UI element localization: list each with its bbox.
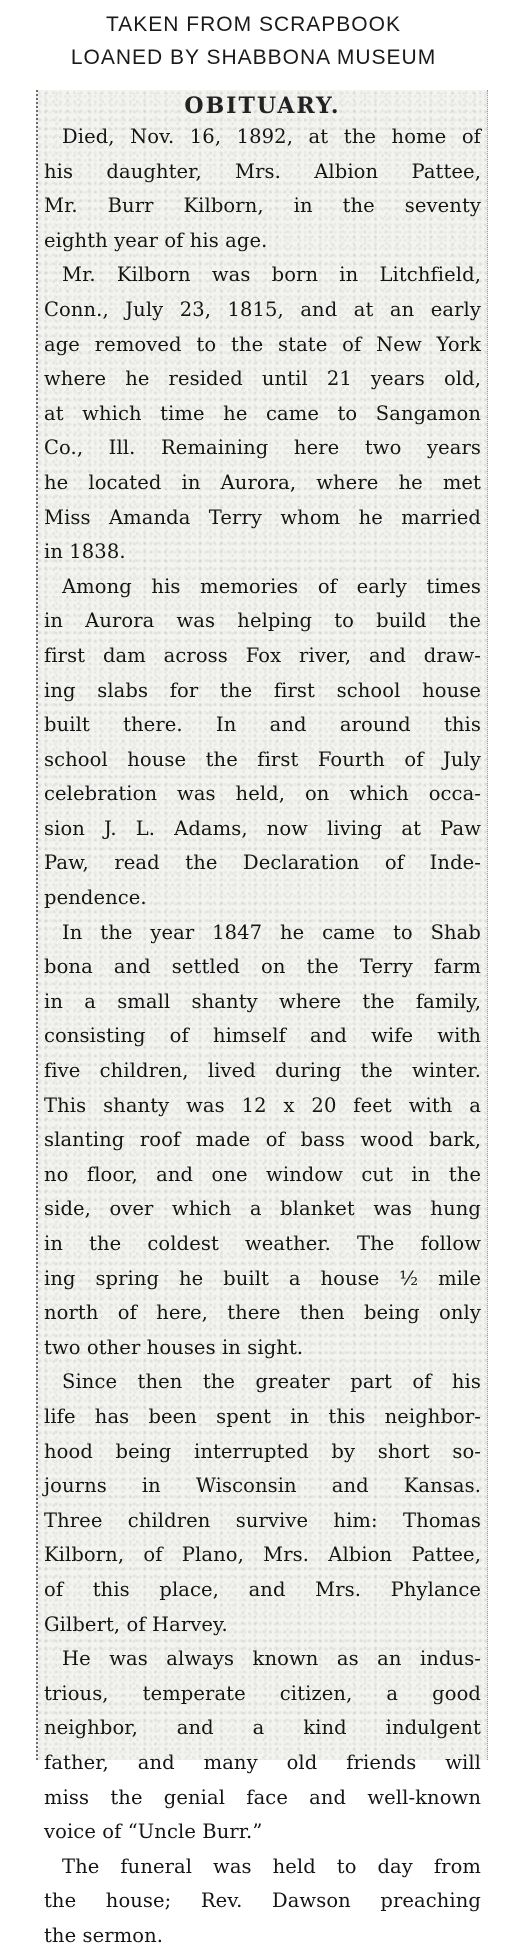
obituary-line: bona and settled on the Terry farm	[44, 955, 481, 979]
obituary-line: Conn., July 23, 1815, and at an early	[44, 297, 481, 321]
obituary-line: in a small shanty where the family,	[44, 989, 481, 1013]
obituary-paragraph	[44, 570, 481, 916]
obituary-line: ing slabs for the first school house	[44, 678, 481, 702]
archive-header	[0, 8, 507, 74]
obituary-line: built there. In and around this	[44, 713, 481, 737]
obituary-line: He was always known as an indus-	[62, 1647, 481, 1671]
obituary-line: trious, temperate citizen, a good	[44, 1681, 481, 1705]
obituary-line: miss the genial face and well-known	[44, 1785, 481, 1809]
obituary-line: age removed to the state of New York	[44, 332, 481, 356]
newspaper-clipping	[36, 90, 488, 1947]
obituary-line: in the coldest weather. The follow	[44, 1232, 481, 1255]
obituary-line: the sermon.	[44, 1923, 164, 1947]
header-line-scrapbook: TAKEN FROM SCRAPBOOK	[106, 13, 401, 36]
obituary-line: ing spring he built a house ½ mile	[44, 1266, 481, 1290]
obituary-line: neighbor, and a kind indulgent	[44, 1716, 481, 1740]
obituary-line: Among his memories of early times	[62, 574, 481, 598]
obituary-line: the house; Rev. Dawson preaching	[44, 1889, 481, 1913]
obituary-line: where he resided until 21 years old,	[44, 367, 481, 391]
obituary-line: eighth year of his age.	[44, 228, 268, 252]
obituary-body	[44, 120, 481, 1953]
obituary-paragraph	[44, 916, 481, 1366]
obituary-line: school house the first Fourth of July	[44, 747, 481, 771]
obituary-line: celebration was held, on which occa-	[44, 782, 481, 806]
obituary-line: slanting roof made of bass wood bark,	[44, 1128, 481, 1152]
obituary-line: Since then the greater part of his	[62, 1370, 481, 1394]
obituary-line: Co., Ill. Remaining here two years	[44, 436, 481, 460]
obituary-line: Died, Nov. 16, 1892, at the home of	[62, 125, 481, 148]
obituary-line: In the year 1847 he came to Shab	[62, 920, 481, 944]
header-line-museum: LOANED BY SHABBONA MUSEUM	[70, 46, 437, 69]
obituary-line: Gilbert, of Harvey.	[44, 1612, 228, 1636]
obituary-line: consisting of himself and wife with	[44, 1024, 481, 1048]
obituary-line: Paw, read the Declaration of Inde-	[44, 851, 481, 875]
obituary-line: Miss Amanda Terry whom he married	[44, 505, 481, 529]
obituary-paragraph	[44, 1365, 481, 1642]
obituary-line: Three children survive him: Thomas	[44, 1508, 481, 1532]
obituary-line: his daughter, Mrs. Albion Pattee,	[44, 159, 481, 183]
obituary-line: This shanty was 12 x 20 feet with a	[44, 1093, 481, 1117]
obituary-line: voice of “Uncle Burr.”	[44, 1820, 263, 1844]
obituary-line: no floor, and one window cut in the	[44, 1162, 481, 1186]
obituary-line: father, and many old friends will	[44, 1750, 481, 1774]
obituary-title: OBITUARY.	[184, 93, 341, 119]
obituary-line: first dam across Fox river, and draw-	[44, 643, 481, 667]
obituary-line: life has been spent in this neighbor-	[44, 1404, 481, 1428]
obituary-line: in Aurora was helping to build the	[44, 609, 481, 633]
obituary-paragraph	[44, 258, 481, 569]
obituary-line: The funeral was held to day from	[62, 1854, 481, 1878]
obituary-line: side, over which a blanket was hung	[44, 1197, 481, 1221]
obituary-line: north of here, there then being only	[44, 1301, 481, 1325]
obituary-line: Kilborn, of Plano, Mrs. Albion Pattee,	[44, 1543, 481, 1567]
obituary-line: Mr. Burr Kilborn, in the seventy	[44, 194, 481, 218]
obituary-line: he located in Aurora, where he met	[44, 470, 481, 494]
obituary-line: hood being interrupted by short so-	[44, 1439, 481, 1463]
obituary-line: Mr. Kilborn was born in Litchfield,	[62, 263, 481, 287]
obituary-line: at which time he came to Sangamon	[44, 401, 481, 425]
obituary-line: journs in Wisconsin and Kansas.	[44, 1474, 481, 1498]
obituary-line: in 1838.	[44, 540, 126, 564]
obituary-paragraph	[44, 1850, 481, 1953]
obituary-paragraph	[44, 120, 481, 258]
obituary-line: five children, lived during the winter.	[44, 1059, 481, 1083]
obituary-line: of this place, and Mrs. Phylance	[44, 1577, 481, 1601]
obituary-line: two other houses in sight.	[44, 1335, 304, 1359]
obituary-line: sion J. L. Adams, now living at Paw	[44, 816, 481, 840]
obituary-paragraph	[44, 1642, 481, 1850]
obituary-line: pendence.	[44, 886, 147, 910]
